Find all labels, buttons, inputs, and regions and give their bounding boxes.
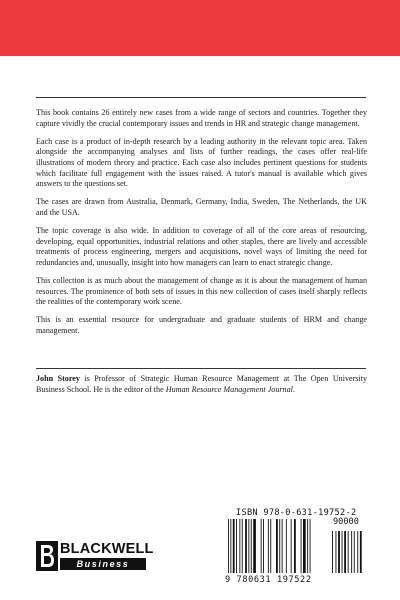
barcode-addon-bar xyxy=(360,531,362,573)
publisher-imprint: Business xyxy=(60,558,146,570)
barcode-addon-bar xyxy=(338,531,340,573)
isbn-barcode xyxy=(228,519,368,575)
blurb-paragraph-1: This book contains 26 entirely new cases from a wide range of sectors and countries. Together they capture vividly the crucial contemporary issues and trends in HR and strategic change management. xyxy=(36,108,367,128)
barcode-bar xyxy=(276,519,278,573)
barcode-addon-bar xyxy=(348,531,349,573)
blurb-paragraph-6: This is an essential resource for undergraduate and graduate students of HRM and change management. xyxy=(36,315,367,336)
barcode-bar xyxy=(233,519,235,573)
barcode-bar xyxy=(236,519,237,573)
blurb-paragraph-3: The cases are drawn from Australia, Denmark, Germany, India, Sweden, The Netherlands, the UK and the USA. xyxy=(36,197,367,217)
blurb-paragraph-2: Each case is a product of in-depth research by a leading authority in the relevant topic area. Taken alongside the accompanying analyses and lists of further readings, the cases offer real-life illustrations of modern theory and practice. Each case also includes pertinent questions for students which facilitate full engagement with the issues raised. A tutor's manual is available which gives answers to the questions set. xyxy=(36,136,367,189)
barcode-bar xyxy=(270,519,271,573)
blurb-paragraph-4: The topic coverage is also wide. In addition to coverage of all of the core areas of resourcing, developing, equal opportunities, industrial relations and other staples, there are lively and accessible treatments of process engineering, mergers and acquisitions, novel ways of limiting the need for redundancies and, unusually, insight into how managers can learn to enact strategic change. xyxy=(36,226,367,267)
bottom-divider xyxy=(36,368,366,369)
barcode-bar xyxy=(291,519,292,573)
barcode-bar xyxy=(228,519,229,573)
barcode-bar xyxy=(248,519,249,573)
author-bio-text: is Professor of Strategic Human Resource Management at The Open University Business School. He is the editor of the xyxy=(36,374,367,394)
barcode-addon-bar xyxy=(336,531,337,573)
barcode-digits: 9 780631 197522 xyxy=(225,575,312,585)
barcode-bar xyxy=(294,519,296,573)
barcode-bar xyxy=(301,519,302,573)
barcode-bar xyxy=(307,519,308,573)
author-name: John Storey xyxy=(36,374,80,383)
journal-title: Human Resource Management Journal xyxy=(165,384,293,394)
isbn-label: ISBN 978-0-631-19752-2 xyxy=(236,508,357,518)
barcode-addon-bar xyxy=(354,531,355,573)
barcode-bar xyxy=(268,519,269,573)
barcode-bar xyxy=(253,519,256,573)
barcode-bar xyxy=(263,519,264,573)
barcode-bar xyxy=(310,519,311,573)
author-bio-end: . xyxy=(292,384,295,394)
barcode-addon-bar xyxy=(357,531,358,573)
author-bio xyxy=(36,374,367,395)
barcode-addon-bar xyxy=(344,531,346,573)
barcode-bar xyxy=(286,519,287,573)
barcode-addon-bar xyxy=(332,531,333,573)
barcode-bar xyxy=(242,519,243,573)
barcode-bar xyxy=(230,519,231,573)
blackwell-mark-icon xyxy=(36,541,58,571)
barcode-bar xyxy=(245,519,247,573)
barcode-bar xyxy=(282,519,283,573)
barcode-bar xyxy=(279,519,280,573)
top-divider xyxy=(36,97,366,98)
barcode-bar xyxy=(303,519,306,573)
barcode-bar xyxy=(239,519,240,573)
barcode-addon-digits: 90000 xyxy=(333,517,359,527)
barcode-addon-bar xyxy=(342,531,343,573)
red-header-band xyxy=(0,0,400,56)
publisher-logo xyxy=(36,541,176,571)
cover-blurb xyxy=(36,108,367,344)
publisher-name: BLACKWELL xyxy=(60,541,154,557)
barcode-addon-bar xyxy=(351,531,352,573)
barcode-bar xyxy=(261,519,262,573)
barcode-bar xyxy=(251,519,252,573)
blurb-paragraph-5: This collection is as much about the management of change as it is about the management of human resources. The prominence of both sets of issues in this new collection of cases itself sharply reflects the realities of the contemporary work scene. xyxy=(36,276,367,307)
